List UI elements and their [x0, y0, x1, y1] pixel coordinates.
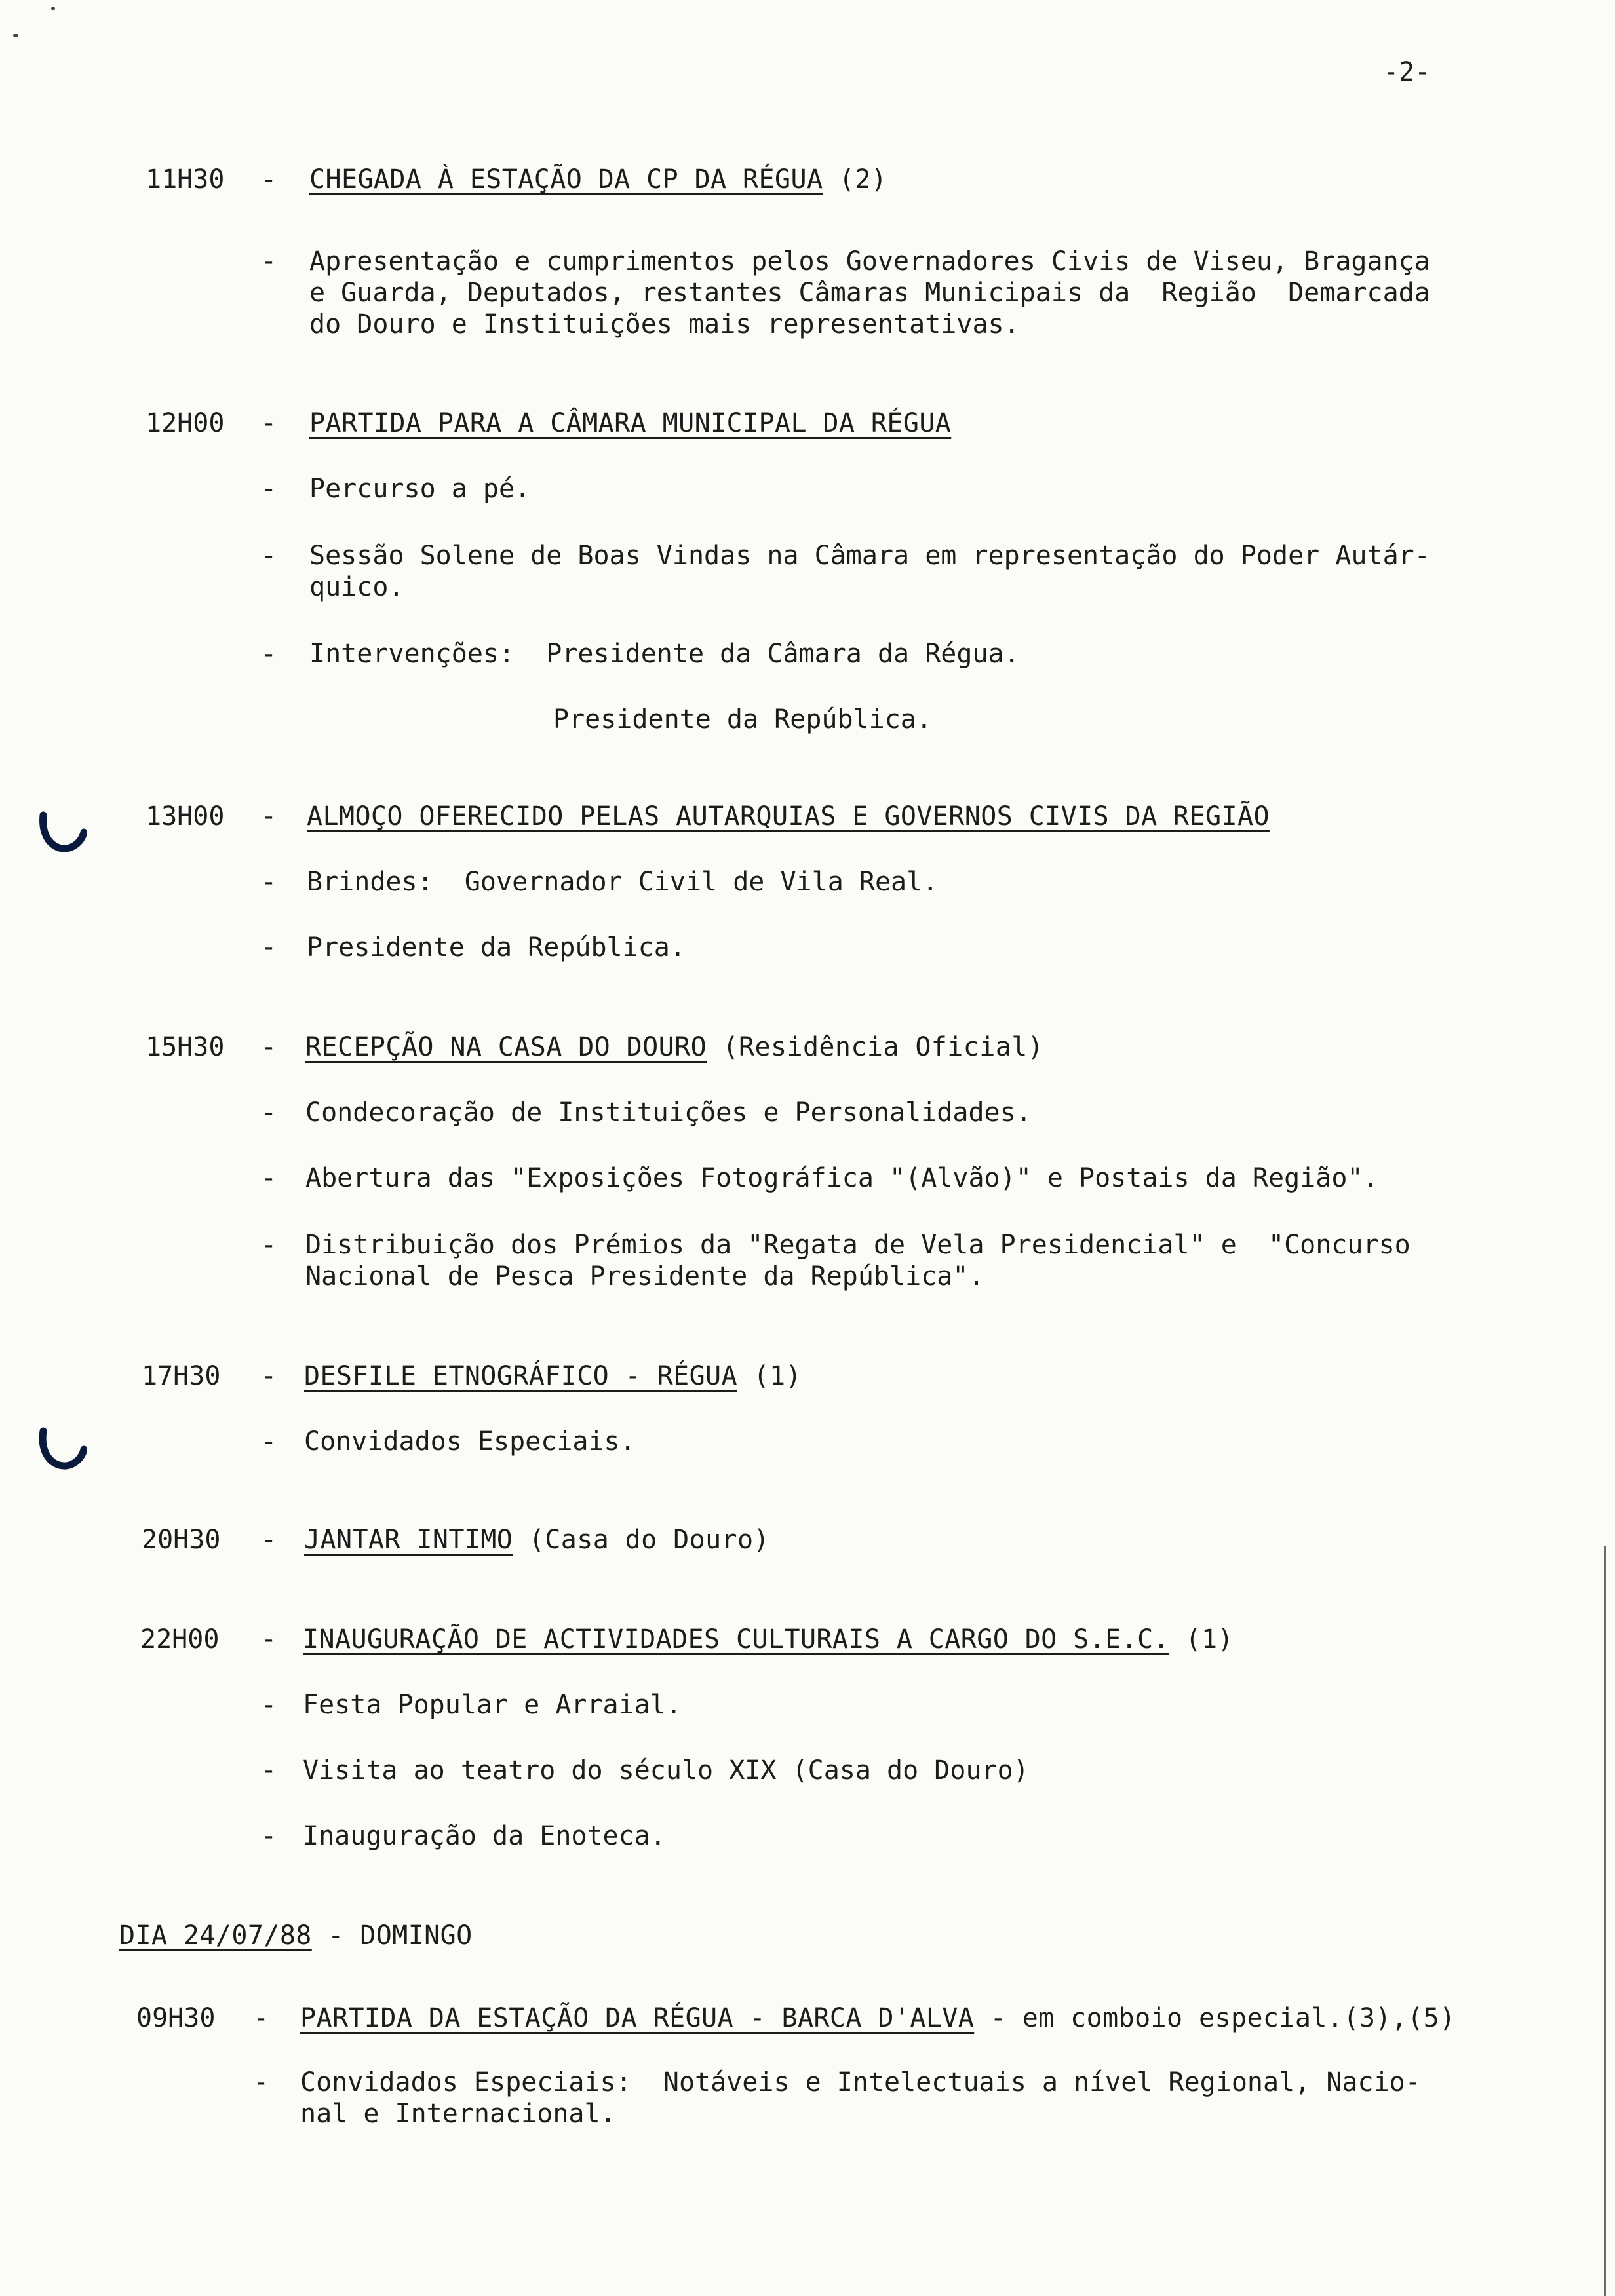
entry-title: PARTIDA PARA A CÂMARA MUNICIPAL DA RÉGUA [309, 408, 952, 438]
item-line: Festa Popular e Arraial. [303, 1690, 682, 1720]
entry-dash: - [261, 408, 277, 438]
entry-heading [304, 1524, 769, 1556]
entry-title: ALMOÇO OFERECIDO PELAS AUTARQUIAS E GOVERNOS CIVIS DA REGIÃO [307, 801, 1270, 832]
entry-suffix: (Casa do Douro) [513, 1525, 769, 1555]
item-dash: - [261, 639, 277, 669]
entry-suffix: (1) [737, 1361, 802, 1391]
item-line: Sessão Solene de Boas Vindas na Câmara em representação do Poder Autár- [309, 541, 1430, 571]
item-dash: - [261, 474, 277, 504]
entry-time: 17H30 [142, 1361, 221, 1391]
entry-title: CHEGADA À ESTAÇÃO DA CP DA RÉGUA [309, 164, 823, 195]
entry-dash: - [261, 1361, 277, 1391]
punch-hole-icon [38, 1427, 87, 1476]
item-dash: - [261, 1426, 277, 1457]
entry-title: RECEPÇÃO NA CASA DO DOURO [305, 1032, 707, 1062]
entry-suffix: - em comboio especial.(3),(5) [974, 2003, 1456, 2033]
entry-dash: - [261, 164, 277, 195]
day-heading [119, 1920, 473, 1951]
entry-title: PARTIDA DA ESTAÇÃO DA RÉGUA - BARCA D'ALVA [300, 2003, 975, 2033]
item-line: Presidente da República. [553, 704, 932, 735]
entry-heading [309, 164, 887, 195]
entry-dash: - [261, 1525, 277, 1555]
item-dash: - [261, 1755, 277, 1786]
item-line: Apresentação e cumprimentos pelos Governadores Civis de Viseu, Bragança [309, 246, 1430, 277]
item-line: Distribuição dos Prémios da "Regata de Vela Presidencial" e "Concurso [305, 1230, 1411, 1260]
entry-heading [305, 1031, 1043, 1063]
item-line: Brindes: Governador Civil de Vila Real. [307, 867, 939, 897]
item-line: Visita ao teatro do século XIX (Casa do Douro) [303, 1755, 1029, 1786]
entry-dash: - [253, 2003, 269, 2033]
item-line: Intervenções: Presidente da Câmara da Régua. [309, 639, 1020, 669]
entry-dash: - [261, 801, 277, 832]
entry-time: 11H30 [146, 164, 225, 195]
scan-speck [51, 7, 55, 10]
item-dash: - [261, 1098, 277, 1128]
punch-hole-icon [38, 810, 87, 858]
entry-suffix: (1) [1169, 1624, 1234, 1655]
entry-time: 12H00 [146, 408, 225, 438]
entry-time: 09H30 [136, 2003, 216, 2033]
entry-heading [307, 801, 1270, 832]
item-line: Percurso a pé. [309, 474, 531, 504]
item-dash: - [261, 1821, 277, 1851]
item-dash: - [261, 1230, 277, 1260]
item-dash: - [261, 1690, 277, 1720]
item-line: quico. [309, 572, 404, 602]
item-line: Convidados Especiais: Notáveis e Intelectuais a nível Regional, Nacio- [300, 2067, 1421, 2097]
entry-heading [309, 408, 951, 439]
entry-title: JANTAR INTIMO [304, 1525, 513, 1555]
item-line: Convidados Especiais. [304, 1426, 636, 1457]
item-line: Abertura das "Exposições Fotográfica "(Alvão)" e Postais da Região". [305, 1163, 1379, 1193]
item-dash: - [253, 2067, 269, 2097]
item-line: Nacional de Pesca Presidente da República". [305, 1261, 984, 1292]
item-dash: - [261, 867, 277, 897]
item-line: Inauguração da Enoteca. [303, 1821, 666, 1851]
item-line: Presidente da República. [307, 932, 686, 963]
entry-time: 22H00 [140, 1624, 220, 1655]
entry-title: INAUGURAÇÃO DE ACTIVIDADES CULTURAIS A CARGO DO S.E.C. [303, 1624, 1170, 1655]
item-line: Condecoração de Instituições e Personalidades. [305, 1098, 1032, 1128]
item-dash: - [261, 932, 277, 963]
item-line: e Guarda, Deputados, restantes Câmaras Municipais da Região Demarcada [309, 278, 1430, 308]
item-line: nal e Internacional. [300, 2099, 616, 2129]
entry-dash: - [261, 1032, 277, 1062]
entry-time: 15H30 [146, 1032, 225, 1062]
page-number: -2- [1383, 57, 1431, 87]
entry-suffix: (Residência Oficial) [707, 1032, 1044, 1062]
item-dash: - [261, 246, 277, 277]
day-heading-label: DIA 24/07/88 [119, 1921, 312, 1951]
entry-time: 13H00 [146, 801, 225, 832]
entry-heading [300, 2002, 1456, 2034]
entry-suffix: (2) [823, 164, 887, 195]
entry-heading [303, 1624, 1234, 1655]
scan-speck [13, 34, 18, 37]
entry-time: 20H30 [142, 1525, 221, 1555]
entry-title: DESFILE ETNOGRÁFICO - RÉGUA [304, 1361, 738, 1391]
page-edge-line [1604, 1546, 1606, 2296]
entry-dash: - [261, 1624, 277, 1655]
item-dash: - [261, 541, 277, 571]
item-dash: - [261, 1163, 277, 1193]
entry-heading [304, 1360, 802, 1392]
item-line: do Douro e Instituições mais representativas. [309, 309, 1020, 339]
day-heading-rest: - DOMINGO [311, 1921, 473, 1951]
